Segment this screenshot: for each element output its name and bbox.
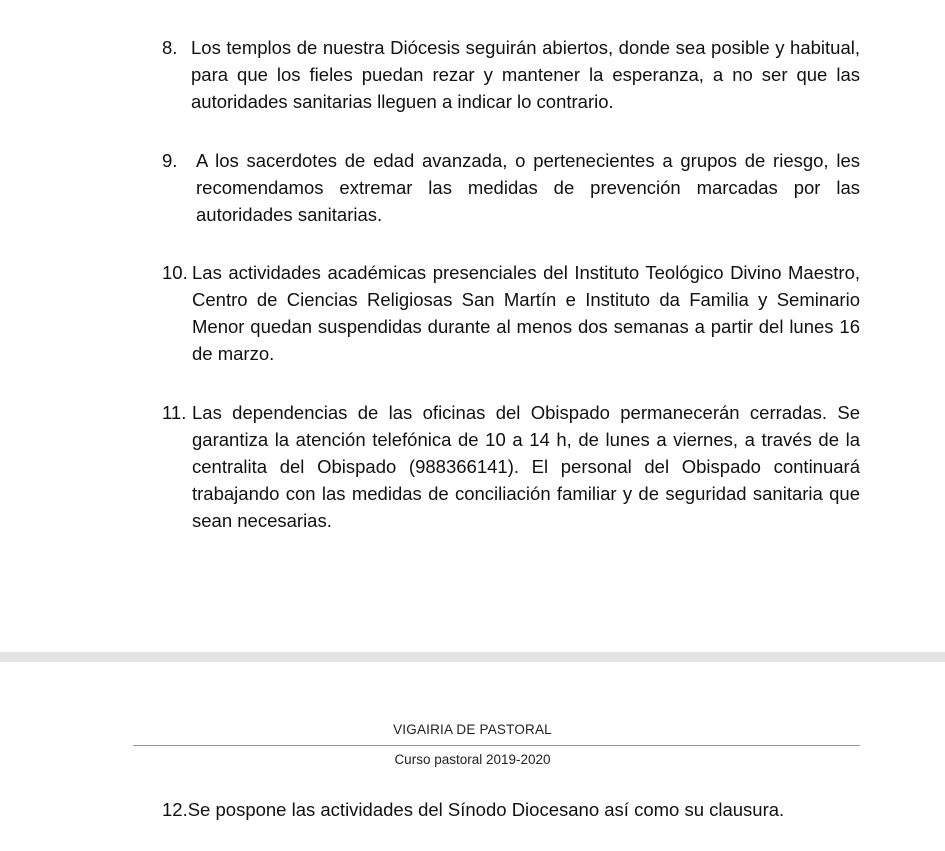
list-item-11 (162, 399, 860, 534)
page-header-title: VIGAIRIA DE PASTORAL (393, 722, 552, 737)
list-item-text: A los sacerdotes de edad avanzada, o pertenecientes a grupos de riesgo, les recomendamos extremar las medidas de prevención marcadas por las autoridades sanitarias. (196, 150, 860, 225)
page-separator (0, 652, 945, 662)
page-header-subtitle: Curso pastoral 2019-2020 (394, 752, 551, 767)
list-item-number: 9. (162, 150, 178, 171)
list-item-text: Las dependencias de las oficinas del Obispado permanecerán cerradas. Se garantiza la atención telefónica de 10 a 14 h, de lunes a viernes, a través de la centralita del Obispado (988366141). El personal del Obispado continuará trabajando con las medidas de conciliación familiar y de seguridad sanitaria que sean necesarias. (192, 402, 860, 531)
list-item-9 (162, 147, 860, 228)
document-page-2 (0, 662, 945, 851)
list-item-number: 10. (162, 262, 188, 283)
list-item-text: Los templos de nuestra Diócesis seguirán abiertos, donde sea posible y habitual, para que los fieles puedan rezar y mantener la esperanza, a no ser que las autoridades sanitarias lleguen a indicar lo contrario. (191, 37, 860, 112)
list-item-12: 12.Se pospone las actividades del Sínodo Diocesano así como su clausura. (162, 799, 785, 820)
header-divider (133, 745, 860, 746)
list-item-8 (162, 34, 860, 115)
list-item-number: 11. (162, 402, 187, 423)
list-item-text: Las actividades académicas presenciales del Instituto Teológico Divino Maestro, Centro de Ciencias Religiosas San Martín e Instituto da Familia y Seminario Menor quedan suspendidas durante al menos dos semanas a partir del lunes 16 de marzo. (192, 262, 860, 364)
list-item-number: 8. (162, 37, 178, 58)
list-item-10 (162, 259, 860, 367)
